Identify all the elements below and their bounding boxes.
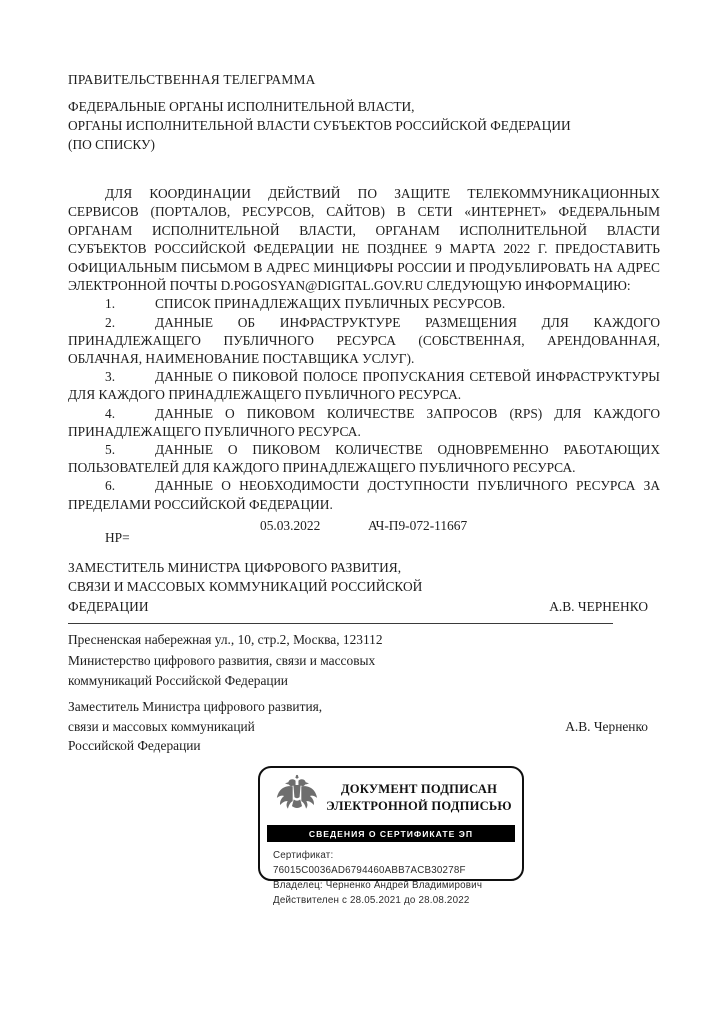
hp-mark: НР=: [105, 529, 130, 545]
signature-block-primary: [68, 558, 660, 617]
list-item-text: ДАННЫЕ О ПИКОВОЙ ПОЛОСЕ ПРОПУСКАНИЯ СЕТЕВОЙ ИНФРАСТРУКТУРЫ ДЛЯ КАЖДОГО ПРИНАДЛЕЖАЩЕГО ПУБЛИЧНОГО РЕСУРСА.: [68, 369, 660, 403]
numbered-list: [68, 295, 660, 513]
addressee-line: (ПО СПИСКУ): [68, 137, 155, 152]
list-item-text: ДАННЫЕ О ПИКОВОМ КОЛИЧЕСТВЕ ОДНОВРЕМЕННО РАБОТАЮЩИХ ПОЛЬЗОВАТЕЛЕЙ ДЛЯ КАЖДОГО ПРИНАДЛЕЖАЩЕГО ПУБЛИЧНОГО РЕСУРСА.: [68, 442, 660, 476]
addressee-line: ФЕДЕРАЛЬНЫЕ ОРГАНЫ ИСПОЛНИТЕЛЬНОЙ ВЛАСТИ,: [68, 99, 415, 114]
addressee-line: ОРГАНЫ ИСПОЛНИТЕЛЬНОЙ ВЛАСТИ СУБЪЕКТОВ РОССИЙСКОЙ ФЕДЕРАЦИИ: [68, 118, 571, 133]
list-item-number: 6.: [105, 478, 116, 494]
esign-stamp-title-line: ЭЛЕКТРОННОЙ ПОДПИСЬЮ: [326, 798, 512, 813]
addressee-block: [68, 97, 660, 154]
signatory-title-line: [68, 597, 660, 617]
document-content: [68, 70, 660, 756]
list-item-text: ДАННЫЕ ОБ ИНФРАСТРУКТУРЕ РАЗМЕЩЕНИЯ ДЛЯ КАЖДОГО ПРИНАДЛЕЖАЩЕГО ПУБЛИЧНОГО РЕСУРСА (СОБСТВЕННАЯ, АРЕНДОВАННАЯ, ОБЛАЧНАЯ, НАИМЕНОВАНИЕ ПОСТАВЩИКА УСЛУГ).: [68, 314, 660, 367]
list-item: [68, 441, 660, 477]
signatory-title-line: Заместитель Министра цифрового развития,: [68, 698, 323, 714]
list-item: [68, 405, 660, 441]
esign-stamp-header: [260, 768, 522, 823]
list-item: [68, 314, 660, 369]
signature-block-secondary: [68, 697, 660, 756]
sender-address-line: коммуникаций Российской Федерации: [68, 672, 288, 688]
list-item-number: 2.: [105, 314, 116, 330]
list-item-text: ДАННЫЕ О ПИКОВОМ КОЛИЧЕСТВЕ ЗАПРОСОВ (RPS) ДЛЯ КАЖДОГО ПРИНАДЛЕЖАЩЕГО ПУБЛИЧНОГО РЕСУРСА.: [68, 405, 660, 439]
list-item-number: 3.: [105, 369, 116, 385]
list-item-text: СПИСОК ПРИНАДЛЕЖАЩИХ ПУБЛИЧНЫХ РЕСУРСОВ.: [155, 296, 506, 312]
divider-line: [68, 623, 613, 624]
list-item: [68, 295, 660, 313]
list-item-number: 1.: [105, 296, 116, 312]
signatory-name-secondary: А.В. Черненко: [565, 718, 648, 734]
sender-address-line: Министерство цифрового развития, связи и массовых: [68, 652, 376, 668]
signatory-name-primary: А.В. ЧЕРНЕНКО: [549, 598, 648, 614]
signatory-title-line: СВЯЗИ И МАССОВЫХ КОММУНИКАЦИЙ РОССИЙСКОЙ: [68, 579, 423, 595]
document-number: АЧ-П9-072-11667: [368, 517, 468, 533]
reference-row: [68, 518, 660, 558]
list-item-text: ДАННЫЕ О НЕОБХОДИМОСТИ ДОСТУПНОСТИ ПУБЛИЧНОГО РЕСУРСА ЗА ПРЕДЕЛАМИ РОССИЙСКОЙ ФЕДЕРАЦИИ.: [68, 478, 660, 512]
signatory-title-line: ЗАМЕСТИТЕЛЬ МИНИСТРА ЦИФРОВОГО РАЗВИТИЯ,: [68, 559, 402, 575]
signatory-title-text: ФЕДЕРАЦИИ: [68, 598, 149, 614]
esign-stamp: [258, 766, 524, 906]
list-item: [68, 368, 660, 404]
list-item: [68, 477, 660, 513]
sender-address-line: Пресненская набережная ул., 10, стр.2, Москва, 123112: [68, 632, 383, 648]
signatory-title-text: связи и массовых коммуникаций: [68, 718, 255, 734]
body-paragraph: ДЛЯ КООРДИНАЦИИ ДЕЙСТВИЙ ПО ЗАЩИТЕ ТЕЛЕКОММУНИКАЦИОННЫХ СЕРВИСОВ (ПОРТАЛОВ, РЕСУРСОВ, САЙТОВ) В СЕТИ «ИНТЕРНЕТ» ФЕДЕРАЛЬНЫМ ОРГАНАМ ИСПОЛНИТЕЛЬНОЙ ВЛАСТИ, ОРГАНАМ ИСПОЛНИТЕЛЬНОЙ ВЛАСТИ СУБЪЕКТОВ РОССИЙСКОЙ ФЕДЕРАЦИИ НЕ ПОЗДНЕЕ 9 МАРТА 2022 Г. ПРЕДОСТАВИТЬ ОФИЦИАЛЬНЫМ ПИСЬМОМ В АДРЕС МИНЦИФРЫ РОССИИ И ПРОДУБЛИРОВАТЬ НА АДРЕС ЭЛЕКТРОННОЙ ПОЧТЫ D.POGOSYAN@DIGITAL.GOV.RU СЛЕДУЮЩУЮ ИНФОРМАЦИЮ:: [68, 186, 660, 294]
dispatch-date: 05.03.2022: [260, 517, 321, 533]
signatory-title-line: [68, 717, 660, 737]
certificate-number-line: Сертификат: 76015C0036AD6794460ABB7ACB30278F: [273, 849, 466, 876]
document-title: ПРАВИТЕЛЬСТВЕННАЯ ТЕЛЕГРАММА: [68, 72, 316, 87]
certificate-owner-line: Владелец: Черненко Андрей Владимирович: [273, 879, 483, 891]
double-headed-eagle-icon: [274, 774, 320, 821]
certificate-info-bar: СВЕДЕНИЯ О СЕРТИФИКАТЕ ЭП: [267, 825, 515, 842]
sender-address-block: [68, 630, 660, 691]
certificate-details: [260, 842, 522, 908]
esign-stamp-title-line: ДОКУМЕНТ ПОДПИСАН: [340, 782, 498, 796]
certificate-validity-line: Действителен с 28.05.2021 до 28.08.2022: [273, 894, 470, 906]
list-item-number: 5.: [105, 442, 116, 458]
esign-stamp-title: [326, 781, 512, 814]
signatory-title-line: Российской Федерации: [68, 738, 201, 754]
list-item-number: 4.: [105, 405, 116, 421]
